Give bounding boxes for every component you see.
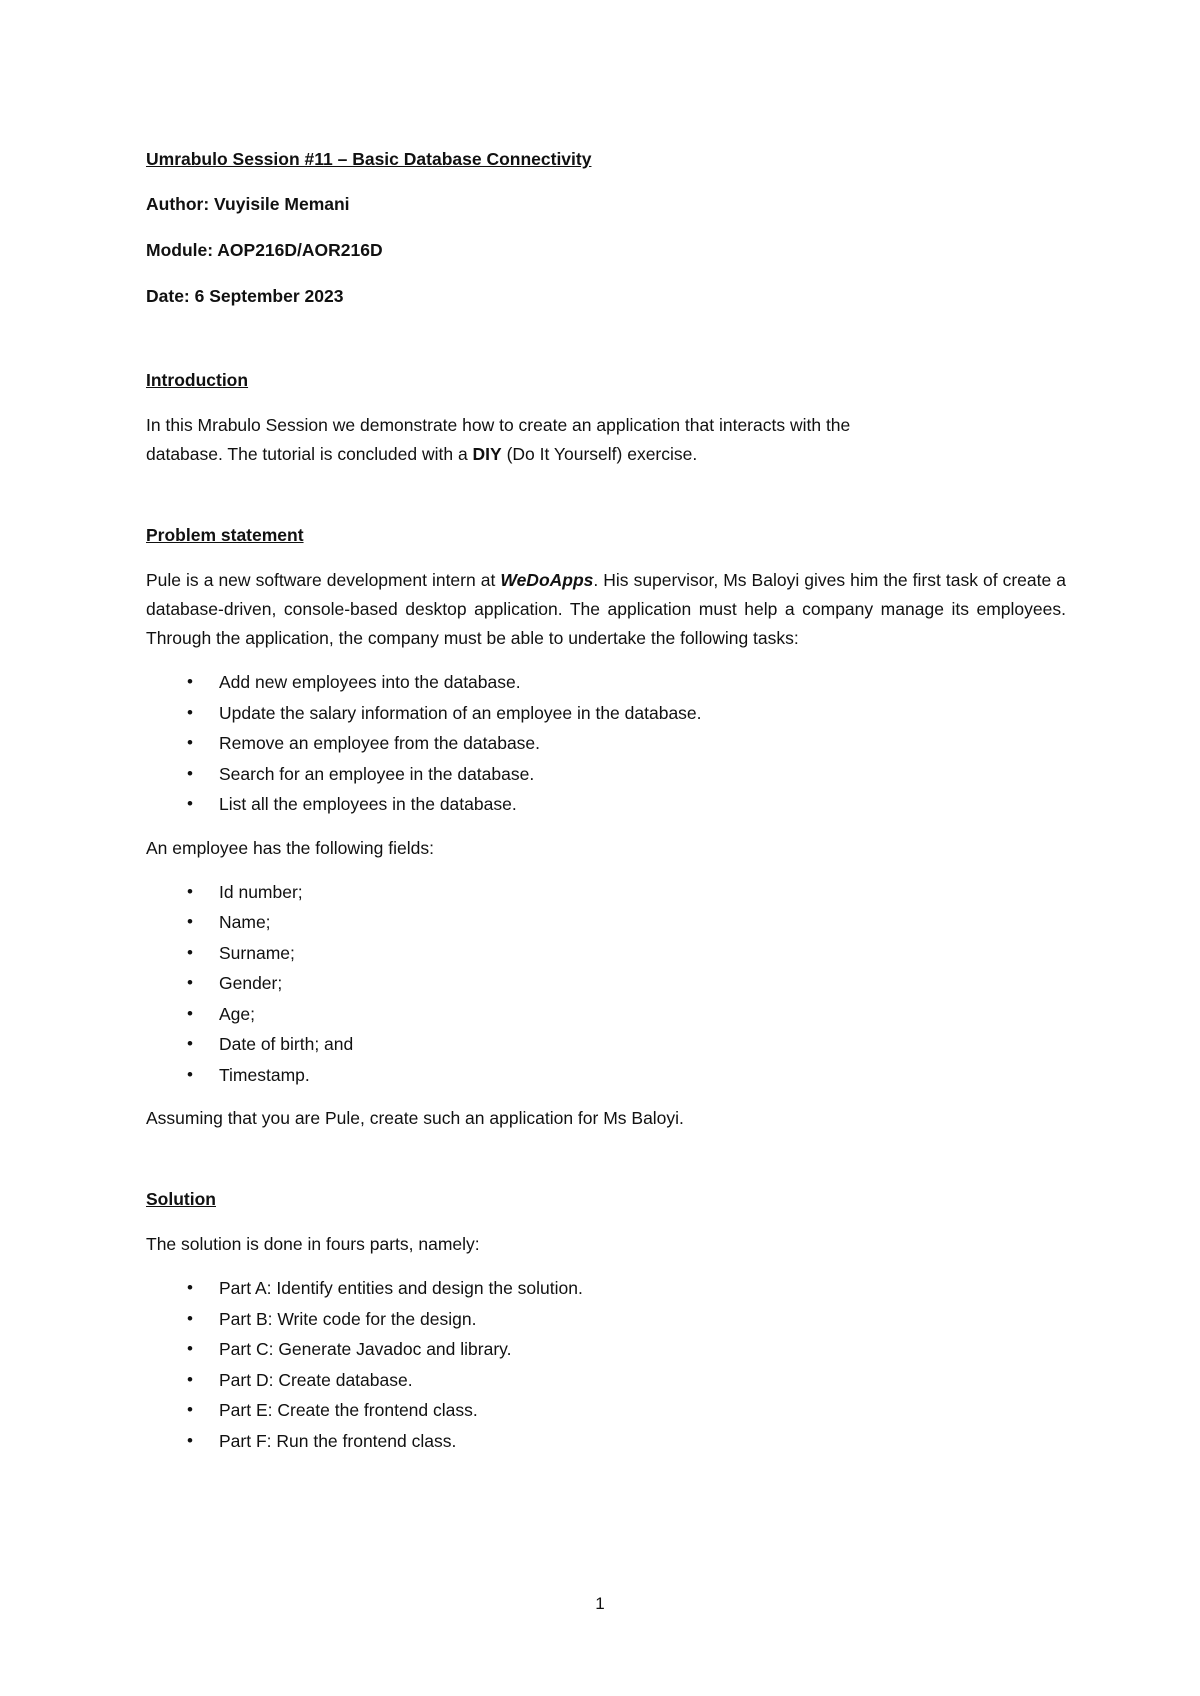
list-item (146, 968, 1066, 999)
list-item (146, 1304, 1066, 1335)
task-text: Update the salary information of an employee in the database. (219, 702, 702, 723)
tasks-list (146, 667, 1066, 820)
list-item (146, 667, 1066, 698)
list-item (146, 907, 1066, 938)
company-name: WeDoApps (500, 570, 594, 590)
list-item (146, 1395, 1066, 1426)
list-item (146, 938, 1066, 969)
list-item (146, 1029, 1066, 1060)
document-title: Umrabulo Session #11 – Basic Database Connectivity (146, 149, 592, 169)
field-text: Timestamp. (219, 1064, 310, 1085)
date-line: Date: 6 September 2023 (146, 286, 344, 306)
list-item (146, 1365, 1066, 1396)
bullet-icon: • (187, 1308, 193, 1328)
bullet-icon: • (187, 1064, 193, 1084)
problem-statement-heading: Problem statement (146, 525, 304, 545)
list-item (146, 999, 1066, 1030)
list-item (146, 728, 1066, 759)
bullet-icon: • (187, 973, 193, 992)
list-item (146, 759, 1066, 790)
introduction-line-2-pre: database. The tutorial is concluded with a (146, 444, 473, 464)
page-number: 1 (595, 1594, 605, 1613)
introduction-heading: Introduction (146, 370, 249, 390)
bullet-icon: • (187, 794, 193, 813)
part-text: Part E: Create the frontend class. (219, 1400, 478, 1420)
list-item (146, 1334, 1066, 1365)
bullet-icon: • (187, 763, 193, 783)
bullet-icon: • (187, 1400, 193, 1419)
field-text: Age; (219, 1003, 255, 1024)
diy-term: DIY (472, 444, 502, 464)
fields-list (146, 877, 1066, 1091)
field-text: Surname; (219, 942, 295, 963)
task-text: Search for an employee in the database. (219, 763, 535, 784)
part-text: Part D: Create database. (219, 1369, 413, 1390)
problem-p1-pre: Pule is a new software development intern at (146, 570, 501, 590)
bullet-icon: • (187, 912, 193, 931)
module-line: Module: AOP216D/AOR216D (146, 240, 383, 260)
fields-intro: An employee has the following fields: (146, 837, 434, 858)
field-text: Gender; (219, 973, 283, 993)
bullet-icon: • (187, 1430, 193, 1450)
introduction-line-1: In this Mrabulo Session we demonstrate how to create an application that interacts with the (146, 415, 851, 435)
list-item (146, 1426, 1066, 1457)
bullet-icon: • (187, 1003, 193, 1023)
field-text: Date of birth; and (219, 1034, 354, 1054)
task-text: Add new employees into the database. (219, 672, 521, 692)
list-item (146, 877, 1066, 908)
list-item (146, 1273, 1066, 1304)
bullet-icon: • (187, 672, 193, 691)
part-text: Part F: Run the frontend class. (219, 1430, 457, 1451)
bullet-icon: • (187, 733, 193, 752)
field-text: Id number; (219, 881, 303, 902)
introduction-line-2-post: (Do It Yourself) exercise. (501, 444, 698, 464)
task-text: Remove an employee from the database. (219, 733, 541, 753)
bullet-icon: • (187, 942, 193, 962)
list-item (146, 789, 1066, 820)
task-text: List all the employees in the database. (219, 794, 517, 814)
solution-heading: Solution (146, 1189, 216, 1209)
introduction-paragraph (146, 411, 1066, 469)
problem-p1-post: . His supervisor, Ms Baloyi gives him the first task of create a database-driven, console-based desktop application. The application must help a company manage its employees. Through the application, the company must be able to undertake the following tasks: (146, 570, 1066, 648)
bullet-icon: • (187, 1278, 193, 1297)
part-text: Part A: Identify entities and design the solution. (219, 1278, 583, 1298)
problem-closing: Assuming that you are Pule, create such an application for Ms Baloyi. (146, 1108, 684, 1128)
bullet-icon: • (187, 881, 193, 901)
part-text: Part C: Generate Javadoc and library. (219, 1339, 512, 1359)
field-text: Name; (219, 912, 271, 932)
solution-parts-list (146, 1273, 1066, 1456)
bullet-icon: • (187, 1034, 193, 1053)
list-item (146, 698, 1066, 729)
list-item (146, 1060, 1066, 1091)
part-text: Part B: Write code for the design. (219, 1308, 477, 1329)
document-body (146, 145, 1066, 1470)
bullet-icon: • (187, 1369, 193, 1389)
problem-statement-paragraph (146, 566, 1066, 653)
bullet-icon: • (187, 1339, 193, 1358)
author-line: Author: Vuyisile Memani (146, 194, 350, 214)
solution-intro: The solution is done in fours parts, namely: (146, 1234, 480, 1254)
bullet-icon: • (187, 702, 193, 722)
